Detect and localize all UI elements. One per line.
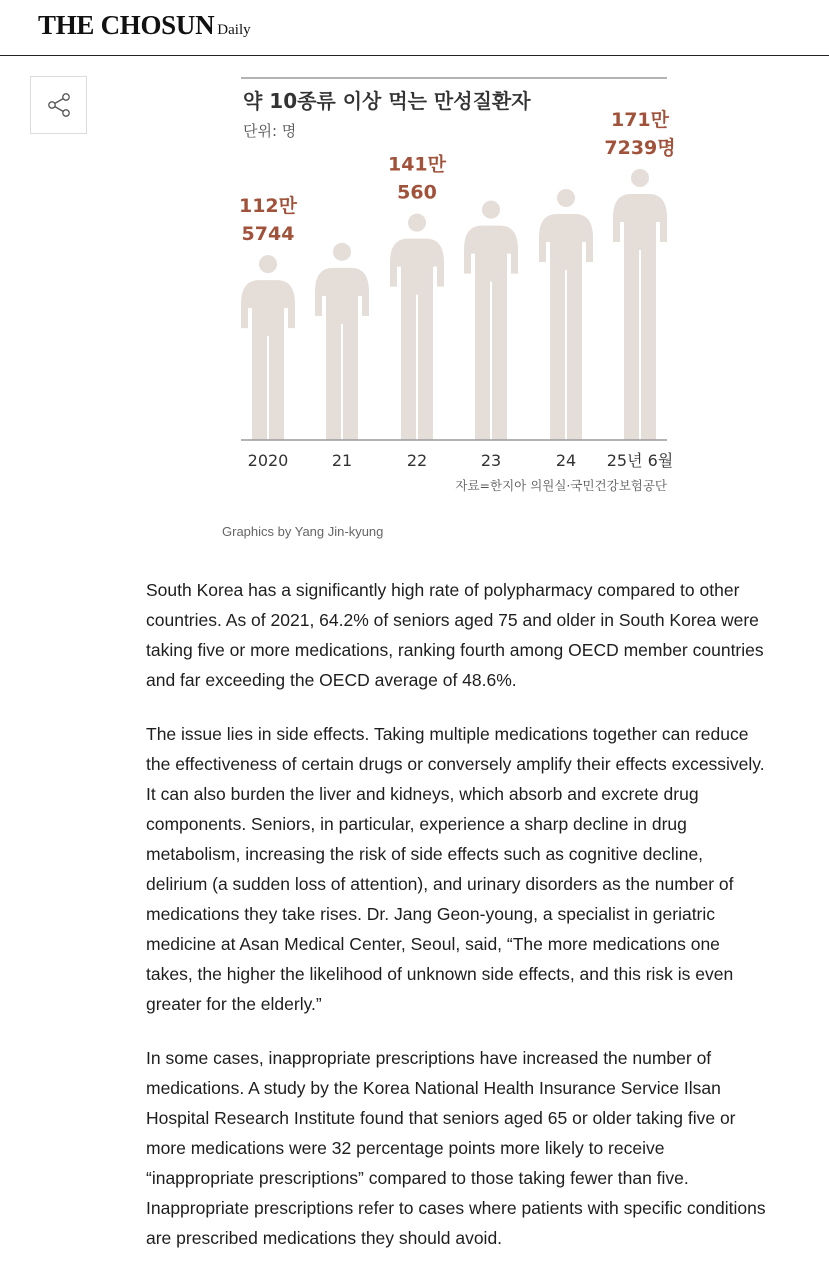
chart-data-label: 5744 [241, 223, 295, 246]
share-button[interactable] [30, 76, 87, 134]
chart-subtitle: 단위: 명 [243, 122, 297, 140]
chart-bar-head [408, 214, 426, 232]
chart-figure [231, 68, 677, 514]
chart-title: 약 10종류 이상 먹는 만성질환자 [243, 89, 531, 113]
site-header [0, 0, 829, 56]
share-icon [46, 92, 72, 118]
chart-data-label: 171만 [610, 109, 670, 131]
chart-data-label: 141만 [387, 153, 447, 176]
chart-x-tick-label: 23 [480, 451, 502, 470]
article-paragraph: South Korea has a significantly high rate of polypharmacy compared to other countries. As of 2021, 64.2% of seniors aged 75 and older in South Korea were taking five or more medications, ranking fourth among OECD member countries and far exceeding the OECD average of 48.6%. [146, 580, 764, 690]
chart-bar-head [631, 169, 649, 187]
chart-data-label: 560 [397, 181, 437, 204]
article-body [146, 575, 768, 1277]
chart-x-tick-label: 2020 [247, 451, 289, 470]
chart [231, 68, 677, 514]
figure-caption: Graphics by Yang Jin-kyung [222, 524, 384, 539]
article-paragraph: The issue lies in side effects. Taking multiple medications together can reduce the effectiveness of certain drugs or conversely amplify their effects excessively. It can also burden the liver and kidneys, which absorb and excrete drug components. Seniors, in particular, experience a sharp decline in drug metabolism, increasing the risk of side effects such as cognitive decline, delirium (a sudden loss of attention), and urinary disorders as the number of medications they take rises. Dr. Jang Geon-young, a specialist in geriatric medicine at Asan Medical Center, Seoul, said, “The more medications one takes, the higher the likelihood of unknown side effects, and this risk is even greater for the elderly.” [146, 724, 765, 1014]
chart-data-label: 7239명 [604, 137, 676, 159]
chart-bar-head [333, 243, 351, 261]
site-logo[interactable] [38, 10, 251, 41]
chart-source: 자료=한지아 의원실·국민건강보험공단 [455, 478, 667, 493]
chart-x-tick-label: 21 [331, 451, 353, 470]
chart-x-tick-label: 24 [555, 451, 577, 470]
logo-sub: Daily [217, 22, 251, 38]
chart-bar-head [259, 255, 277, 273]
chart-data-label: 112만 [238, 195, 298, 218]
chart-bar-head [482, 201, 500, 219]
article-paragraph: In some cases, inappropriate prescriptions have increased the number of medications. A study by the Korea National Health Insurance Service Ilsan Hospital Research Institute found that seniors aged 65 or older taking five or more medications were 32 percentage points more likely to receive “inappropriate prescriptions” compared to those taking fewer than five. Inappropriate prescriptions refer to cases where patients with specific conditions are prescribed medications they should avoid. [146, 1048, 766, 1248]
chart-x-tick-label: 22 [406, 451, 428, 470]
logo-main: THE CHOSUN [38, 10, 215, 40]
chart-x-tick-label: 25년 6월 [606, 451, 674, 470]
chart-bar-head [557, 189, 575, 207]
